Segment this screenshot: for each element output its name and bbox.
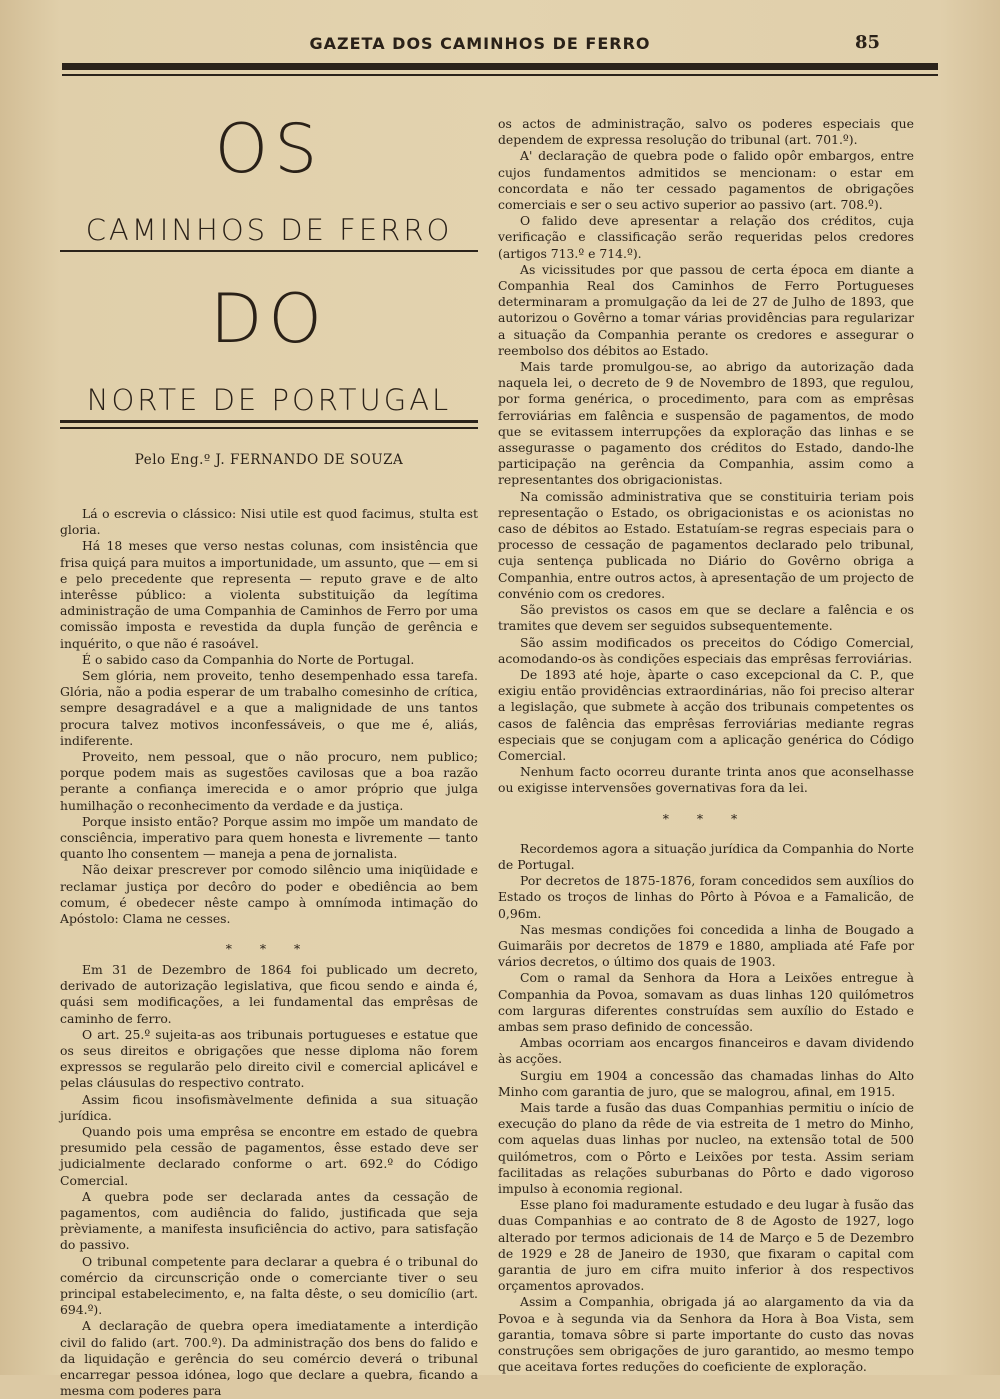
paragraph: Sem glória, nem proveito, tenho desempenhado essa tarefa. Glória, não a podia esperar de um trabalho comesinho de crítica, sempre desagradável e a que a malignidade de uns tantos procura talvez motivos inconfessáveis, o que me é, aliás, indiferente.	[60, 668, 478, 748]
title-line-2: CAMINHOS DE FERRO	[85, 213, 453, 247]
paragraph: Proveito, nem pessoal, que o não procuro, nem publico; porque podem mais as sugestões cavilosas que a boa razão perante a confiança imerecida e o amor próprio que julga humilhação o reconhecimento da verdade e da justiça.	[60, 749, 478, 813]
paragraph: Esse plano foi maduramente estudado e deu lugar à fusão das duas Companhias e ao contrato de 8 de Agosto de 1927, logo alterado por termos adicionais de 14 de Março e 5 de Dezembro de 1929 e 28 de Janeiro de 1930, que fixaram o capital com garantia de juro em cifra muito inferior à dos respectivos orçamentos aprovados.	[498, 1197, 914, 1294]
paragraph: Há 18 meses que verso nestas colunas, com insistência que frisa quiçá para muitos a importunidade, um assunto, que — em si e pelo precedente que representa — reputo grave e de alto interêsse público: a violenta substituição da legítima administração de uma Companhia de Caminhos de Ferro por uma comissão imposta e revestida da dupla função de gerência e inquérito, o que não é rasoável.	[60, 538, 478, 651]
paragraph: As vicissitudes por que passou de certa época em diante a Companhia Real dos Caminhos de Ferro Portugueses determinaram a promulgação da lei de 27 de Julho de 1893, que autorizou o Govêrno a tomar várias providências para regularizar a situação da Companhia perante os credores e assegurar o reembolso dos débitos ao Estado.	[498, 261, 914, 358]
paragraph: Porque insisto então? Porque assim mo impõe um mandato de consciência, imperativo para quem honesta e livremente — tanto quanto lho consentem — maneja a pena de jornalista.	[60, 813, 478, 862]
paragraph: Em 31 de Dezembro de 1864 foi publicado um decreto, derivado de autorização legislativa, que ficou sendo e ainda é, quási sem modificações, a lei fundamental das emprêsas de caminho de ferro.	[60, 962, 478, 1026]
title-rule-double-1	[60, 420, 478, 423]
paragraph: O falido deve apresentar a relação dos créditos, cuja verificação e classificação serão requeridas pelos credores (artigos 713.º e 714.º).	[498, 213, 914, 261]
title-do: DO	[210, 280, 328, 359]
paragraph: Quando pois uma emprêsa se encontre em estado de quebra presumido pela cessão de pagamentos, êsse estado deve ser judicialmente declarado conforme o art. 692.º do Código Comercial.	[60, 1124, 478, 1188]
paragraph: Mais tarde a fusão das duas Companhias permitiu o início de execução do plano da rêde de via estreita de 1 metro do Minho, com aquelas duas linhas por nucleo, na extensão total de 500 quilómetros, com o Pôrto e Leixões por testa. Assim seriam facilitadas as relações suburbanas do Pôrto e dado vigoroso impulso à economia regional.	[498, 1099, 914, 1196]
paragraph: Assim ficou insofismàvelmente definida a sua situação jurídica.	[60, 1091, 478, 1123]
paragraph: A' declaração de quebra pode o falido opôr embargos, entre cujos fundamentos admitidos se mencionam: o estar em concordata e não ter cessado pagamentos de obrigações comerciais e ser o seu activo superior ao passivo (art. 708.º).	[498, 148, 914, 213]
paragraph: A declaração de quebra opera imediatamente a interdição civil do falido (art. 700.º). Da administração dos bens do falido e da liquidação e gerência do seu comércio deverá o tribunal encarregar pessoa idónea, logo que declare a quebra, ficando a mesma com poderes para	[60, 1318, 478, 1399]
paragraph: Mais tarde promulgou-se, ao abrigo da autorização dada naquela lei, o decreto de 9 de Novembro de 1893, que regulou, por forma genérica, o procedimento, para com as emprêsas ferroviárias em falência e suspensão de pagamentos, de modo que se evitassem interrupções da exploração das linhas e se assegurasse o pagamento dos créditos do Estado, dando-lhe participação na gerência da Companhia, assim como a representantes dos obrigacionistas.	[498, 359, 914, 488]
paragraph: Assim a Companhia, obrigada já ao alargamento da via da Povoa e à segunda via da Senhora da Hora à Boa Vista, sem garantia, tomava sôbre si parte importante do custo das novas construções sem obrigações de juro garantido, ao mesmo tempo que aceitava fortes reduções do coeficiente de exploração.	[498, 1294, 914, 1375]
title-os: OS	[214, 110, 324, 189]
paragraph: os actos de administração, salvo os poderes especiais que dependem de expressa resolução do tribunal (art. 701.º).	[498, 116, 914, 148]
paragraph: É o sabido caso da Companhia do Norte de Portugal.	[82, 651, 415, 667]
paragraph: Recordemos agora a situação jurídica da Companhia do Norte de Portugal.	[498, 840, 914, 872]
right-text	[498, 116, 914, 1375]
paragraph: Ambas ocorriam aos encargos financeiros e davam dividendo às acções.	[498, 1035, 914, 1067]
paragraph: Na comissão administrativa que se constituiria teriam pois representação o Estado, os obrigacionistas e os acionistas no caso de débitos ao Estado. Estatuíam-se regras especiais para o processo de cessação de pagamentos declarado pelo tribunal, cuja sentença publicada no Diário do Govêrno obriga a Companhia, entre outros actos, à apresentação de um projecto de convénio com os credores.	[498, 488, 914, 601]
paragraph: Por decretos de 1875-1876, foram concedidos sem auxílios do Estado os troços de linhas do Pôrto à Póvoa e a Famalicão, de 0,96m.	[498, 873, 914, 921]
page-number: 85	[854, 32, 880, 53]
section-separator: * * *	[225, 941, 313, 957]
paragraph: Surgiu em 1904 a concessão das chamadas linhas do Alto Minho com garantia de juro, que se malogrou, afinal, em 1915.	[498, 1067, 914, 1099]
header-rule-thick	[62, 63, 938, 70]
title-rule	[60, 250, 478, 252]
left-text-intro	[60, 506, 478, 971]
paragraph: Não deixar prescrever por comodo silêncio uma iniqüidade e reclamar justiça por decôro do poder e obediência ao bem comum, é obedecer nêste campo à omnímoda intimação do Apóstolo: Clama ne cesses.	[60, 862, 478, 927]
header-rule-thin	[62, 74, 938, 76]
paragraph: São previstos os casos em que se declare a falência e os tramites que devem ser seguidos subsequentemente.	[498, 602, 914, 634]
left-text-legal	[60, 962, 478, 1399]
publication-title: GAZETA DOS CAMINHOS DE FERRO	[309, 34, 651, 53]
paragraph: Lá o escrevia o clássico: Nisi utile est quod facimus, stulta est gloria.	[60, 506, 478, 538]
byline: Pelo Eng.º J. FERNANDO DE SOUZA	[134, 452, 404, 468]
page-header	[60, 34, 900, 56]
paragraph: São assim modificados os preceitos do Código Comercial, acomodando-os às condições especiais das emprêsas ferroviárias.	[498, 634, 914, 666]
section-separator: * * *	[662, 810, 750, 826]
title-rule-double-2	[60, 427, 478, 429]
paragraph: O tribunal competente para declarar a quebra é o tribunal do comércio da circunscrição onde o comerciante tiver o seu principal estabelecimento, e, na falta dêste, o seu domicílio (art. 694.º).	[60, 1253, 478, 1318]
paragraph: Nas mesmas condições foi concedida a linha de Bougado a Guimarãis por decretos de 1879 e 1880, ampliada até Fafe por vários decretos, o último dos quais de 1903.	[498, 921, 914, 970]
title-line-4: NORTE DE PORTUGAL	[86, 383, 452, 417]
paragraph: Nenhum facto ocorreu durante trinta anos que aconselhasse ou exigisse intervensões governativas fora da lei.	[498, 764, 914, 796]
paragraph: O art. 25.º sujeita-as aos tribunais portugueses e estatue que os seus direitos e obrigações que nesse diploma não forem expressos se regularão pelo direito civil e comercial aplicável e pelas cláusulas do respectivo contrato.	[60, 1026, 478, 1091]
paragraph: Com o ramal da Senhora da Hora a Leixões entregue à Companhia da Povoa, somavam as duas linhas 120 quilómetros com larguras diferentes construídas sem auxílio do Estado e ambas sem praso definido de concessão.	[498, 970, 914, 1034]
paragraph: De 1893 até hoje, àparte o caso excepcional da C. P., que exigiu então providências extraordinárias, não foi preciso alterar a legislação, que submete à acção dos tribunais competentes os casos de falência das emprêsas ferroviárias mediante regras especiais que se conjugam com a aplicação genérica do Código Comercial.	[498, 666, 914, 763]
paragraph: A quebra pode ser declarada antes da cessação de pagamentos, com audiência do falido, justificada que seja prèviamente, a manifesta insuficiência do activo, para satisfação do passivo.	[60, 1188, 478, 1253]
